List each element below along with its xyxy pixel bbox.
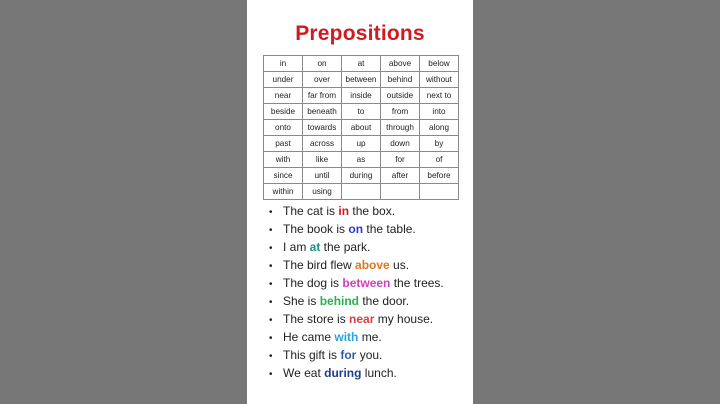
table-cell: to <box>342 104 381 120</box>
table-cell: by <box>420 136 459 152</box>
sentence-start: The cat is <box>283 204 339 218</box>
table-cell: beside <box>264 104 303 120</box>
table-cell: after <box>381 168 420 184</box>
preposition-highlight: between <box>342 276 391 290</box>
table-row <box>264 104 459 120</box>
bullet-icon: • <box>269 297 273 308</box>
table-cell: like <box>303 152 342 168</box>
example-sentence <box>269 364 444 382</box>
sentence-start: This gift is <box>283 348 341 362</box>
sentence-start: The dog is <box>283 276 343 290</box>
bullet-icon: • <box>269 315 273 326</box>
example-sentences <box>269 202 444 382</box>
table-cell: down <box>381 136 420 152</box>
table-cell: below <box>420 56 459 72</box>
bullet-icon: • <box>269 225 273 236</box>
bullet-icon: • <box>269 369 273 380</box>
sentence-end: me. <box>358 330 382 344</box>
bullet-icon: • <box>269 207 273 218</box>
page-title: Prepositions <box>295 22 425 45</box>
table-cell: outside <box>381 88 420 104</box>
sentence-end: my house. <box>374 312 434 326</box>
preposition-highlight: at <box>309 240 321 254</box>
sentence-start: The bird flew <box>283 258 356 272</box>
table-cell <box>420 184 459 200</box>
sentence-end: the park. <box>320 240 371 254</box>
table-cell: at <box>342 56 381 72</box>
table-cell: in <box>264 56 303 72</box>
table-cell: about <box>342 120 381 136</box>
bullet-icon: • <box>269 279 273 290</box>
table-cell: up <box>342 136 381 152</box>
table-cell: as <box>342 152 381 168</box>
bullet-icon: • <box>269 333 273 344</box>
table-cell: next to <box>420 88 459 104</box>
table-cell: before <box>420 168 459 184</box>
sentence-start: We eat <box>283 366 325 380</box>
table-cell: along <box>420 120 459 136</box>
table-cell: beneath <box>303 104 342 120</box>
table-cell: with <box>264 152 303 168</box>
table-cell: through <box>381 120 420 136</box>
sentence-end: the box. <box>349 204 396 218</box>
example-sentence <box>269 310 444 328</box>
example-sentence <box>269 220 444 238</box>
table-cell: on <box>303 56 342 72</box>
table-cell: near <box>264 88 303 104</box>
preposition-highlight: with <box>334 330 359 344</box>
table-row <box>264 72 459 88</box>
sentence-end: the table. <box>363 222 416 236</box>
table-cell: using <box>303 184 342 200</box>
example-sentence <box>269 202 444 220</box>
preposition-highlight: in <box>338 204 350 218</box>
preposition-highlight: for <box>340 348 357 362</box>
prepositions-table <box>263 55 459 200</box>
table-cell: until <box>303 168 342 184</box>
table-cell: under <box>264 72 303 88</box>
table-cell: onto <box>264 120 303 136</box>
table-cell: between <box>342 72 381 88</box>
sentence-end: us. <box>389 258 410 272</box>
bullet-icon: • <box>269 351 273 362</box>
table-cell: inside <box>342 88 381 104</box>
sentence-end: lunch. <box>361 366 397 380</box>
example-sentence <box>269 328 444 346</box>
table-cell: across <box>303 136 342 152</box>
table-cell: for <box>381 152 420 168</box>
example-sentence <box>269 292 444 310</box>
table-cell <box>342 184 381 200</box>
table-row <box>264 168 459 184</box>
table-cell: towards <box>303 120 342 136</box>
table-cell: past <box>264 136 303 152</box>
preposition-highlight: on <box>348 222 364 236</box>
sentence-end: the trees. <box>390 276 444 290</box>
table-row <box>264 56 459 72</box>
example-sentence <box>269 274 444 292</box>
example-sentence <box>269 346 444 364</box>
table-cell: since <box>264 168 303 184</box>
preposition-highlight: above <box>355 258 390 272</box>
bullet-icon: • <box>269 243 273 254</box>
table-row <box>264 152 459 168</box>
table-row <box>264 120 459 136</box>
preposition-highlight: near <box>349 312 375 326</box>
sentence-end: the door. <box>359 294 410 308</box>
table-cell: far from <box>303 88 342 104</box>
sentence-start: The store is <box>283 312 350 326</box>
preposition-highlight: behind <box>319 294 360 308</box>
table-cell: of <box>420 152 459 168</box>
table-cell: within <box>264 184 303 200</box>
sentence-start: He came <box>283 330 335 344</box>
preposition-highlight: during <box>324 366 362 380</box>
example-sentence <box>269 256 444 274</box>
sentence-start: She is <box>283 294 320 308</box>
bullet-icon: • <box>269 261 273 272</box>
table-cell: from <box>381 104 420 120</box>
example-sentence <box>269 238 444 256</box>
sentence-start: The book is <box>283 222 349 236</box>
table-cell: into <box>420 104 459 120</box>
table-cell: during <box>342 168 381 184</box>
prepositions-card <box>247 0 473 404</box>
table-row <box>264 184 459 200</box>
table-cell: above <box>381 56 420 72</box>
table-cell: behind <box>381 72 420 88</box>
table-cell: without <box>420 72 459 88</box>
sentence-start: I am <box>283 240 310 254</box>
table-cell <box>381 184 420 200</box>
sentence-end: you. <box>356 348 383 362</box>
table-row <box>264 88 459 104</box>
table-row <box>264 136 459 152</box>
table-cell: over <box>303 72 342 88</box>
